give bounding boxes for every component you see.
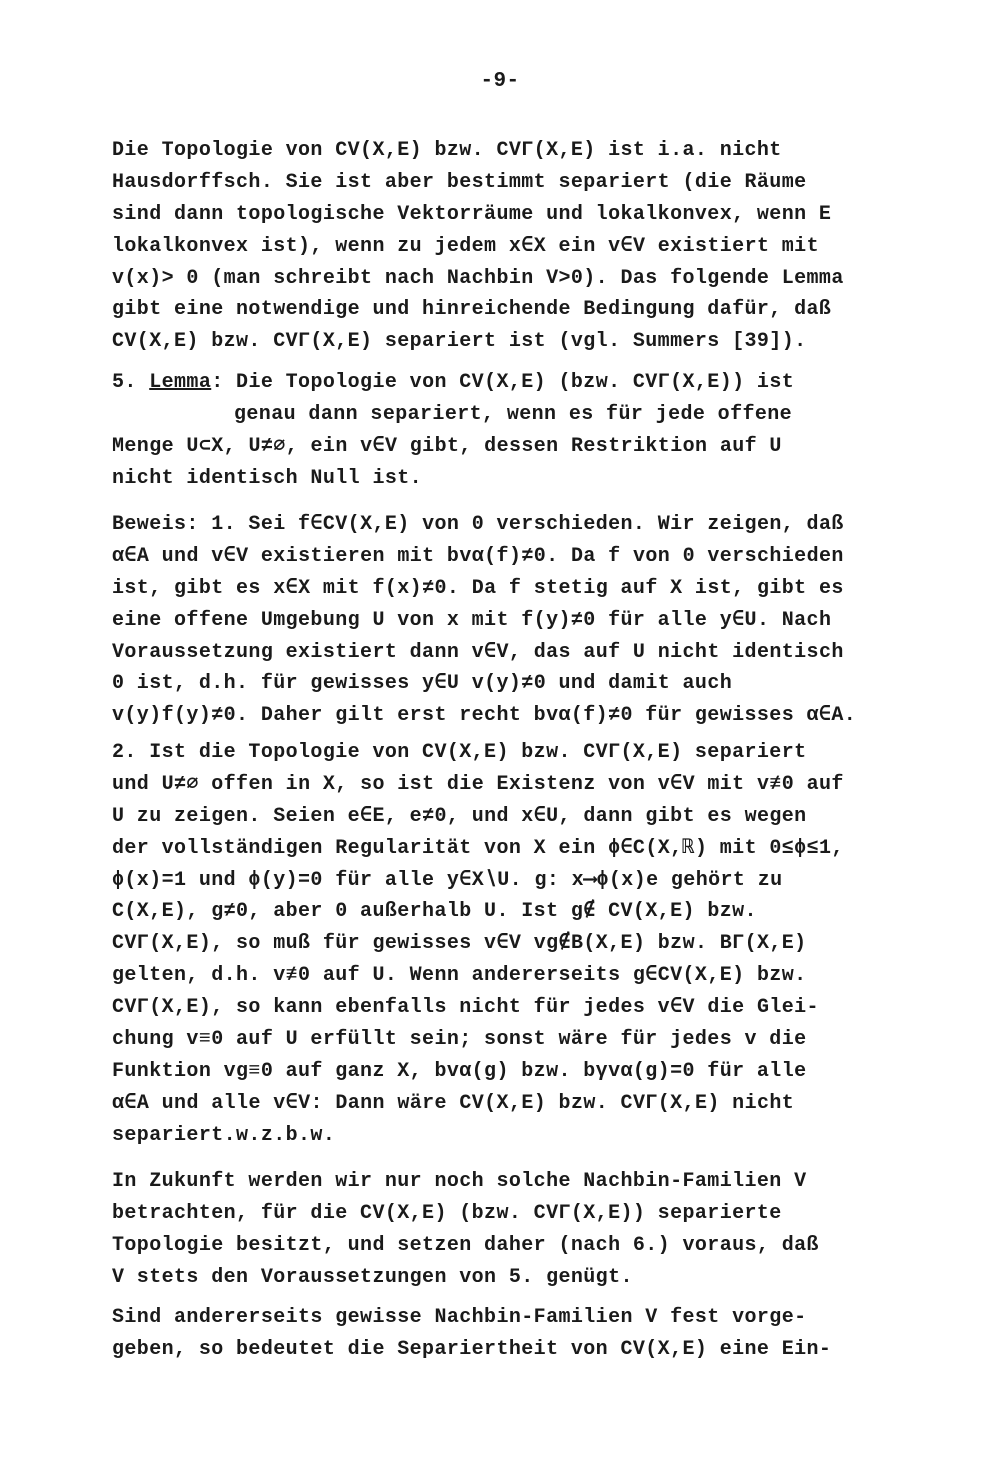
proof-part-2 <box>112 737 882 1152</box>
paragraph-continuation <box>112 1302 882 1366</box>
text-line: α∈A und alle v∈V: Dann wäre CV(X,E) bzw. CVΓ(X,E) nicht <box>112 1091 795 1115</box>
text-line: geben, so bedeutet die Separiertheit von CV(X,E) eine Ein- <box>112 1337 832 1361</box>
lemma-statement <box>112 367 882 495</box>
lemma-label: Lemma <box>149 371 212 394</box>
text-line: 0 ist, d.h. für gewisses y∈U v(y)≠0 und damit auch <box>112 672 733 696</box>
lemma-number: 5. <box>112 371 150 394</box>
text-line: Funktion vg≡0 auf ganz X, bvα(g) bzw. bγvα(g)=0 für alle <box>112 1059 807 1083</box>
text-line: CVΓ(X,E), so kann ebenfalls nicht für jedes v∈V die Glei- <box>112 996 819 1020</box>
text-line: v(x)> 0 (man schreibt nach Nachbin V>0). Das folgende Lemma <box>112 266 844 290</box>
text-line: U zu zeigen. Seien e∈E, e≠0, und x∈U, dann gibt es wegen <box>112 804 807 828</box>
text-line: lokalkonvex ist), wenn zu jedem x∈X ein v∈V existiert mit <box>112 234 819 258</box>
text-line: sind dann topologische Vektorräume und lokalkonvex, wenn E <box>112 202 832 226</box>
paragraph-future-assumption <box>112 1166 882 1294</box>
text-line: nicht identisch Null ist. <box>112 466 423 490</box>
text-line: separiert.w.z.b.w. <box>112 1123 336 1147</box>
text-line: 2. Ist die Topologie von CV(X,E) bzw. CVΓ(X,E) separiert <box>112 741 807 764</box>
text-line: der vollständigen Regularität von X ein ϕ∈C(X,ℝ) mit 0≤ϕ≤1, <box>112 836 844 860</box>
text-line: α∈A und v∈V existieren mit bvα(f)≠0. Da f von 0 verschieden <box>112 544 844 568</box>
lemma-first-line-text: : Die Topologie von CV(X,E) (bzw. CVΓ(X,E)) ist <box>211 371 795 394</box>
text-line: genau dann separiert, wenn es für jede offene <box>234 402 793 426</box>
text-line: Beweis: 1. Sei f∈CV(X,E) von 0 verschieden. Wir zeigen, daß <box>112 513 844 536</box>
text-line: v(y)f(y)≠0. Daher gilt erst recht bvα(f)≠0 für gewisses α∈A. <box>112 704 857 728</box>
text-line: CV(X,E) bzw. CVΓ(X,E) separiert ist (vgl. Summers [39]). <box>112 330 807 354</box>
text-line: gelten, d.h. v≢0 auf U. Wenn andererseits g∈CV(X,E) bzw. <box>112 964 807 988</box>
text-line: betrachten, für die CV(X,E) (bzw. CVΓ(X,E)) separierte <box>112 1201 782 1225</box>
text-line: CVΓ(X,E), so muß für gewisses v∈V vg∉B(X,E) bzw. BΓ(X,E) <box>112 932 807 956</box>
proof-part-1 <box>112 509 882 732</box>
text-line: C(X,E), g≠0, aber 0 außerhalb U. Ist g∉ CV(X,E) bzw. <box>112 900 757 924</box>
lemma-heading-line <box>112 367 882 399</box>
text-line: Menge U⊂X, U≠∅, ein v∈V gibt, dessen Restriktion auf U <box>112 434 782 458</box>
text-line: In Zukunft werden wir nur noch solche Nachbin-Familien V <box>112 1170 807 1193</box>
text-line: Topologie besitzt, und setzen daher (nach 6.) voraus, daß <box>112 1233 819 1257</box>
paragraph-topology-intro <box>112 135 882 358</box>
text-line: eine offene Umgebung U von x mit f(y)≠0 für alle y∈U. Nach <box>112 608 832 632</box>
page-number: -9- <box>480 70 520 93</box>
text-line: Die Topologie von CV(X,E) bzw. CVΓ(X,E) ist i.a. nicht <box>112 139 782 162</box>
text-line: Voraussetzung existiert dann v∈V, das auf U nicht identisch <box>112 640 844 664</box>
text-line: gibt eine notwendige und hinreichende Bedingung dafür, daß <box>112 298 832 322</box>
text-line: chung v≡0 auf U erfüllt sein; sonst wäre für jedes v die <box>112 1028 807 1052</box>
text-line: Sind andererseits gewisse Nachbin-Familien V fest vorge- <box>112 1306 807 1329</box>
text-line: ϕ(x)=1 und ϕ(y)=0 für alle y∈X∖U. g: x⟶ϕ(x)e gehört zu <box>112 868 783 892</box>
text-line: V stets den Voraussetzungen von 5. genügt. <box>112 1265 633 1289</box>
text-line: Hausdorffsch. Sie ist aber bestimmt separiert (die Räume <box>112 170 807 194</box>
text-line: ist, gibt es x∈X mit f(x)≠0. Da f stetig auf X ist, gibt es <box>112 576 844 600</box>
text-line: und U≠∅ offen in X, so ist die Existenz von v∈V mit v≢0 auf <box>112 772 844 796</box>
